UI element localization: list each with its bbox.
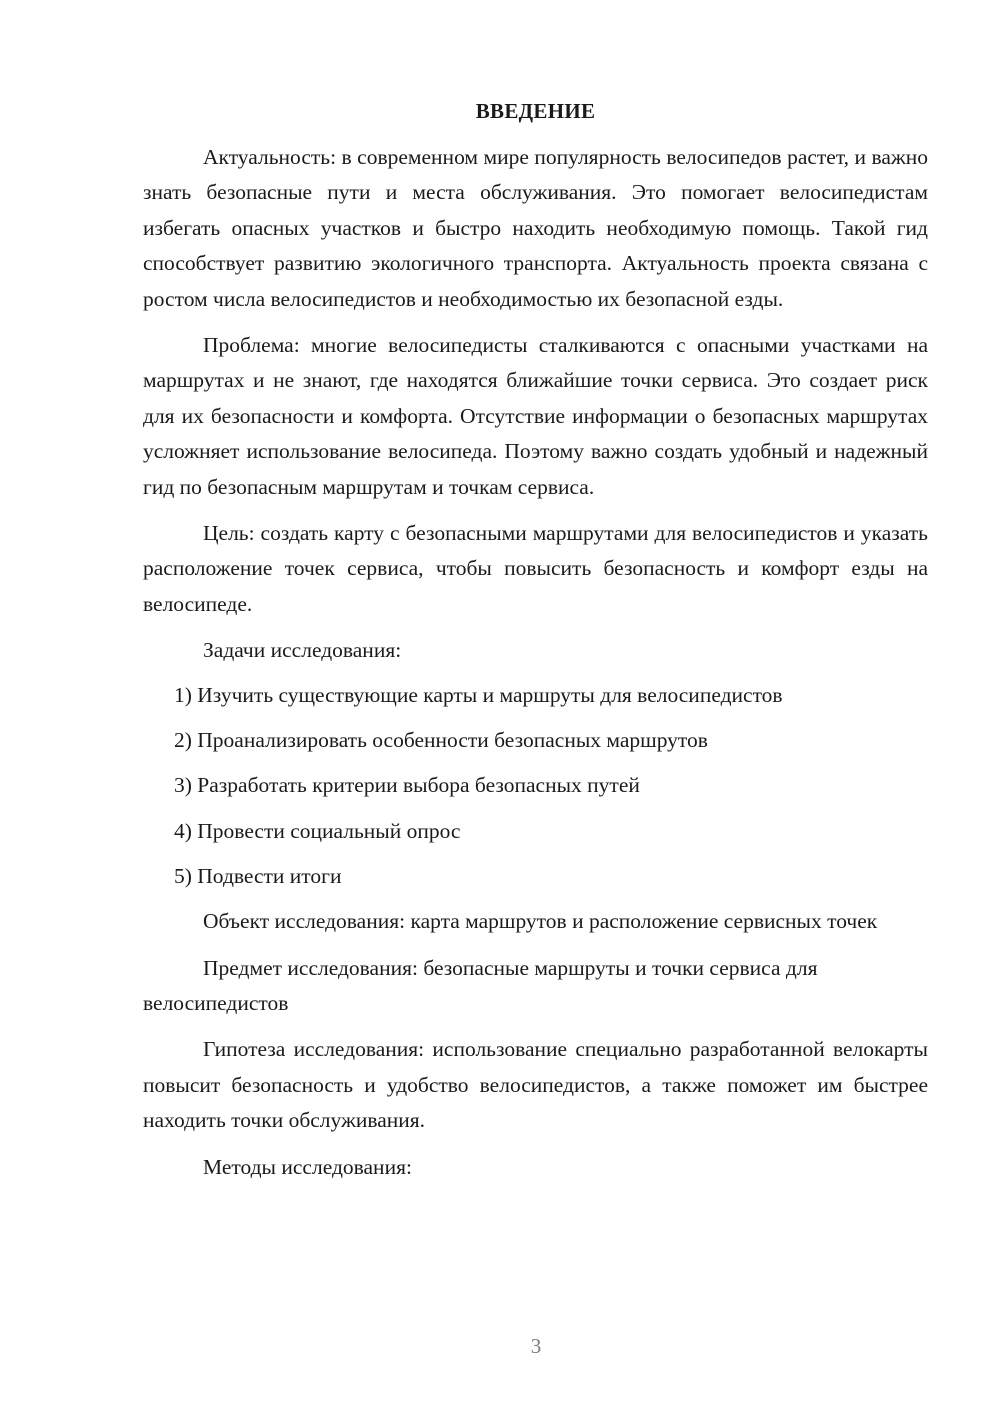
- task-item: 2) Проанализировать особенности безопасных маршрутов: [174, 727, 708, 752]
- page-number: 3: [530, 1334, 542, 1358]
- tasks-label: Задачи исследования:: [203, 638, 402, 663]
- problem-paragraph: Проблема: многие велосипедисты сталкиваются с опасными участками на маршрутах и не знают, где находятся ближайшие точки сервиса. Это создает риск для их безопасности и комфорта. Отсутствие информации о безопасных маршрутах усложняет использование велосипеда. Поэтому важно создать удобный и надежный гид по безопасным маршрутам и точкам сервиса.: [143, 333, 928, 499]
- task-item: 5) Подвести итоги: [174, 863, 342, 888]
- tasks-list: [143, 678, 928, 895]
- hypothesis-paragraph: Гипотеза исследования: использование специально разработанной велокарты повысит безопасность и удобство велосипедистов, а также поможет им быстрее находить точки обслуживания.: [143, 1037, 928, 1133]
- relevance-paragraph: Актуальность: в современном мире популярность велосипедов растет, и важно знать безопасные пути и места обслуживания. Это помогает велосипедистам избегать опасных участков и быстро находить необходимую помощь. Такой гид способствует развитию экологичного транспорта. Актуальность проекта связана с ростом числа велосипедистов и необходимостью их безопасной езды.: [143, 145, 928, 311]
- section-heading: ВВЕДЕНИЕ: [475, 99, 596, 123]
- methods-label: Методы исследования:: [203, 1154, 412, 1179]
- task-item: 1) Изучить существующие карты и маршруты для велосипедистов: [174, 682, 783, 707]
- goal-paragraph: Цель: создать карту с безопасными маршрутами для велосипедистов и указать расположение точек сервиса, чтобы повысить безопасность и комфорт езды на велосипеде.: [143, 521, 928, 616]
- task-item: 3) Разработать критерии выбора безопасных путей: [174, 773, 640, 798]
- subject-paragraph: Предмет исследования: безопасные маршруты и точки сервиса для велосипедистов: [143, 955, 818, 1015]
- task-item: 4) Провести социальный опрос: [174, 818, 461, 843]
- object-paragraph: Объект исследования: карта маршрутов и расположение сервисных точек: [203, 909, 878, 934]
- page-content: [143, 96, 928, 1194]
